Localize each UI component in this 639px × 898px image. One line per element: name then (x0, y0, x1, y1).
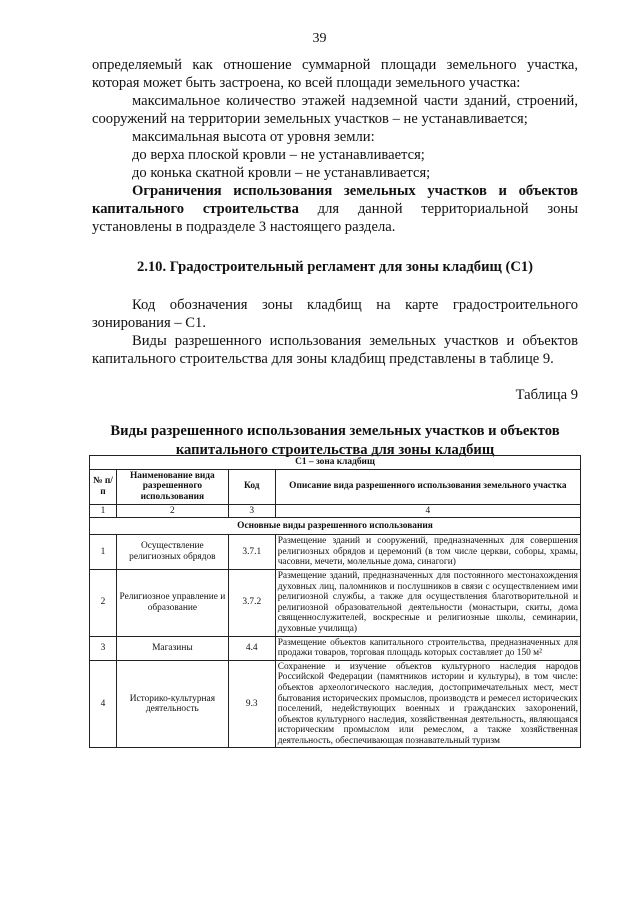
table-zone-row (90, 456, 581, 470)
table-header-row (90, 469, 581, 504)
row-description: Размещение зданий, предназначенных для постоянного местонахождения духовных лиц, паломников и послушников в связи с осуществлением ими религиозной службы, а также для осуществления благотворительной и религиозной образовательной деятельности (монастыри, скиты, дома священнослужителей, воскресные и религиозные школы, семинарии, духовные училища) (275, 569, 580, 636)
row-code: 3.7.2 (228, 569, 275, 636)
row-code: 9.3 (228, 660, 275, 748)
row-code: 4.4 (228, 636, 275, 660)
section-paragraph-2: Виды разрешенного использования земельных участков и объектов капитального строительства для зоны кладбищ представлены в таблице 9. (92, 333, 578, 367)
land-use-table (89, 455, 581, 748)
table-row (90, 636, 581, 660)
row-code: 3.7.1 (228, 535, 275, 570)
table-column-number-row (90, 504, 581, 518)
row-description: Сохранение и изучение объектов культурного наследия народов Российской Федерации (памятников истории и культуры), в том числе: объектов археологического наследия, достопримечательных мест, мест бытования исторических промыслов, производств и ремесел исторических поселений, недействующих военных и гражданских захоронений, объектов культурного наследия, хозяйственная деятельность, являющаяся историческим промыслом или ремеслом, а также хозяйственная деятельность, обеспечивающая познавательный туризм (275, 660, 580, 748)
paragraph-3: максимальная высота от уровня земли: (132, 129, 375, 145)
table-row (90, 660, 581, 748)
table-row (90, 569, 581, 636)
row-number: 2 (90, 569, 117, 636)
paragraph-5: до конька скатной кровли – не устанавливается; (132, 165, 431, 181)
section-paragraph-1: Код обозначения зоны кладбищ на карте градостроительного зонирования – С1. (92, 297, 578, 331)
row-use-name: Историко-культурная деятельность (116, 660, 228, 748)
col-header-number: № п/п (90, 469, 117, 504)
table-title: Виды разрешенного использования земельных участков и объектов капитального строительства для зоны кладбищ (110, 423, 560, 458)
row-description: Размещение зданий и сооружений, предназначенных для совершения религиозных обрядов и церемоний (в том числе церкви, соборы, храмы, часовни, мечети, молельные дома, синагоги) (275, 535, 580, 570)
row-use-name: Осуществление религиозных обрядов (116, 535, 228, 570)
restrictions-bold: Ограничения использования земельных участков и объектов капитального строительства (92, 183, 578, 217)
col-header-name: Наименование вида разрешенного использования (116, 469, 228, 504)
row-description: Размещение объектов капитального строительства, предназначенных для продажи товаров, торговая площадь которых составляет до 150 м² (275, 636, 580, 660)
row-number: 1 (90, 535, 117, 570)
row-use-name: Магазины (116, 636, 228, 660)
table-row (90, 535, 581, 570)
col-number-4: 4 (275, 504, 580, 518)
row-number: 3 (90, 636, 117, 660)
col-number-3: 3 (228, 504, 275, 518)
paragraph-1: определяемый как отношение суммарной площади земельного участка, которая может быть застроена, ко всей площади земельного участка: (92, 57, 578, 91)
paragraph-2: максимальное количество этажей надземной части зданий, строений, сооружений на территории земельных участков – не устанавливается; (92, 93, 578, 127)
paragraph-4: до верха плоской кровли – не устанавливается; (132, 147, 425, 163)
zone-header: С1 – зона кладбищ (90, 456, 581, 470)
restrictions-rest: для данной территориальной зоны установлены в подразделе 3 настоящего раздела. (92, 201, 578, 235)
col-header-code: Код (228, 469, 275, 504)
section-heading: 2.10. Градостроительный регламент для зоны кладбищ (С1) (136, 259, 534, 275)
table-label: Таблица 9 (515, 387, 578, 403)
row-number: 4 (90, 660, 117, 748)
page-number: 39 (312, 31, 327, 46)
main-uses-subheader: Основные виды разрешенного использования (90, 518, 581, 535)
paragraph-6 (92, 182, 578, 236)
table-subheader-row (90, 518, 581, 535)
col-number-2: 2 (116, 504, 228, 518)
body-text (92, 56, 578, 460)
row-use-name: Религиозное управление и образование (116, 569, 228, 636)
col-header-description: Описание вида разрешенного использования земельного участка (275, 469, 580, 504)
col-number-1: 1 (90, 504, 117, 518)
